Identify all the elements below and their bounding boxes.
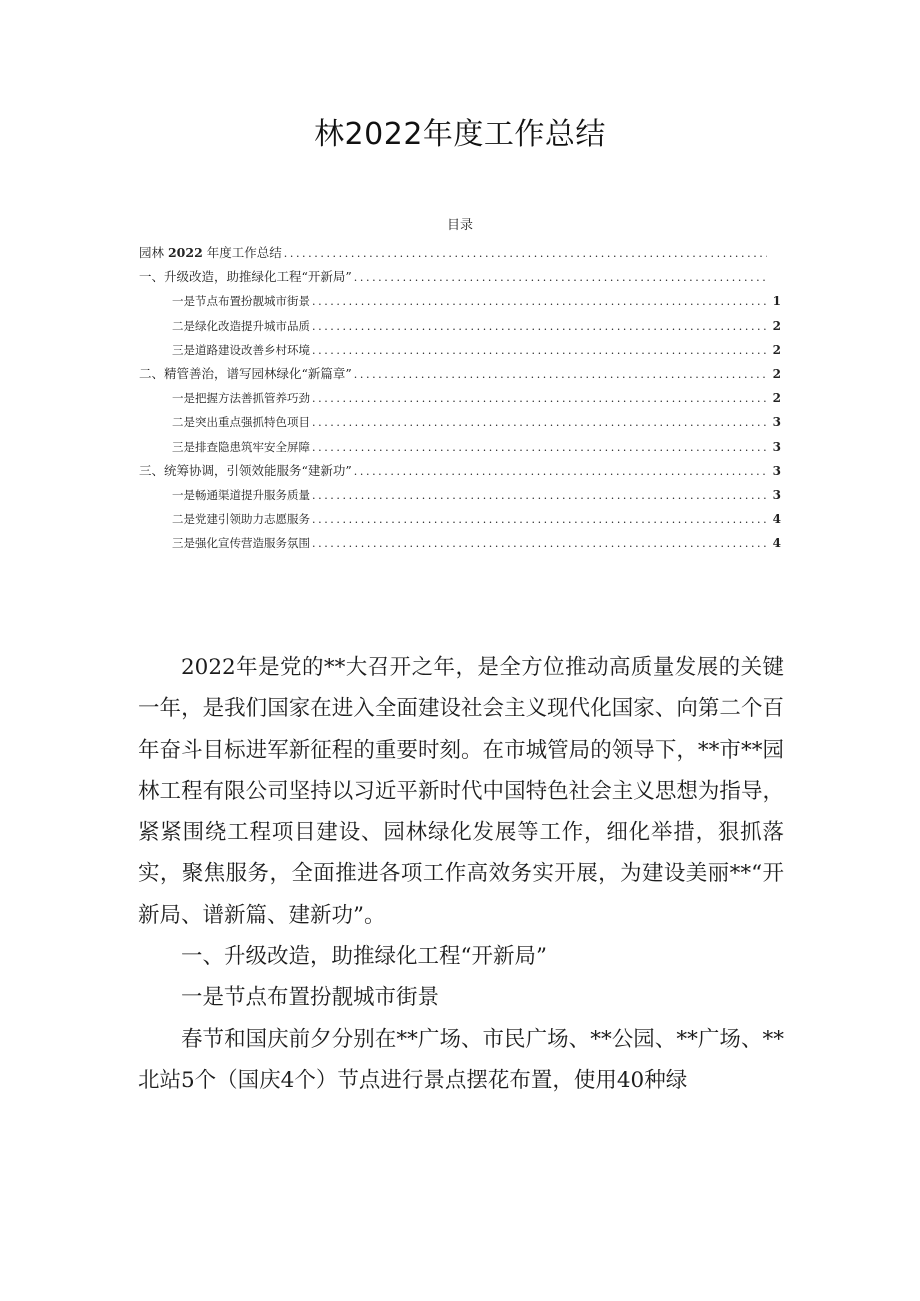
toc-entry-label: 二是突出重点强抓特色项目	[172, 415, 310, 430]
toc-entry[interactable]	[139, 435, 781, 459]
toc-entry-label: 二、精管善治，谱写园林绿化“新篇章”	[139, 365, 352, 381]
toc-entry[interactable]	[139, 459, 781, 483]
toc-entry-label: 三是强化宣传营造服务氛围	[172, 536, 310, 551]
toc-page-number: 3	[772, 463, 781, 478]
toc-page-number: 3	[772, 487, 781, 502]
toc-page-number: 4	[772, 512, 781, 527]
intro-paragraph: 2022年是党的**大召开之年，是全方位推动高质量发展的关键一年，是我们国家在进入全面建设社会主义现代化国家、向第二个百年奋斗目标进军新征程的重要时刻。在市城管局的领导下，**市**园林工程有限公司坚持以习近平新时代中国特色社会主义思想为指导，紧紧围绕工程项目建设、园林绿化发展等工作，细化举措，狠抓落实，聚焦服务，全面推进各项工作高效务实开展，为建设美丽**“开新局、谱新篇、建新功”。	[138, 655, 784, 928]
toc-entry-label: 三是排查隐患筑牢安全屏障	[172, 439, 310, 454]
toc-entry-label: 三是道路建设改善乡村环境	[172, 342, 310, 357]
toc-entry-label: 二是绿化改造提升城市品质	[172, 318, 310, 333]
toc-entry-label: 园林 2022 年度工作总结	[139, 245, 282, 260]
toc-entry-label: 一、升级改造，助推绿化工程“开新局”	[139, 269, 352, 285]
toc-entry[interactable]	[139, 338, 781, 362]
toc-entry-label: 一是畅通渠道提升服务质量	[172, 487, 310, 502]
toc-page-number: 2	[772, 318, 781, 333]
toc-leader-dots	[312, 532, 767, 556]
toc-page-number: 1	[772, 294, 781, 309]
toc-page-number: 2	[772, 391, 781, 406]
toc-leader-dots	[312, 508, 767, 532]
document-body	[138, 647, 784, 1101]
body-paragraph: 春节和国庆前夕分别在**广场、市民广场、**公园、**广场、**北站5个（国庆4个）节点进行景点摆花布置，使用40种绿	[138, 1026, 784, 1093]
toc-leader-dots	[312, 290, 767, 314]
toc-leader-dots	[312, 411, 767, 435]
page-title: 林2022年度工作总结	[314, 117, 606, 152]
toc-leader-dots	[354, 266, 767, 290]
toc-page-number: 3	[772, 439, 781, 454]
toc-heading: 目录	[446, 218, 473, 233]
toc-entry[interactable]	[139, 410, 781, 434]
toc-page-number: 2	[772, 366, 781, 381]
toc-page-number: 2	[772, 342, 781, 357]
toc-entry-label: 二是党建引领助力志愿服务	[172, 512, 310, 527]
toc-entry[interactable]	[139, 241, 781, 265]
toc-entry[interactable]	[139, 314, 781, 338]
toc-leader-dots	[312, 387, 767, 411]
toc-entry[interactable]	[139, 531, 781, 555]
toc-entry-label: 一是把握方法善抓管养巧劲	[172, 391, 310, 406]
toc-entry-label: 三、统筹协调，引领效能服务“建新功”	[139, 462, 352, 478]
subsection-heading: 一是节点布置扮靓城市街景	[181, 985, 440, 1011]
table-of-contents	[139, 241, 781, 555]
toc-leader-dots	[284, 242, 767, 266]
toc-entry[interactable]	[139, 362, 781, 386]
toc-entry[interactable]	[139, 386, 781, 410]
toc-leader-dots	[312, 484, 767, 508]
toc-entry[interactable]	[139, 289, 781, 313]
toc-leader-dots	[312, 339, 767, 363]
toc-leader-dots	[354, 460, 767, 484]
toc-entry[interactable]	[139, 483, 781, 507]
toc-page-number: 4	[772, 536, 781, 551]
toc-leader-dots	[354, 363, 767, 387]
toc-entry-label: 一是节点布置扮靓城市街景	[172, 294, 310, 309]
section-heading: 一、升级改造，助推绿化工程“开新局”	[181, 944, 547, 970]
toc-page-number: 3	[772, 415, 781, 430]
toc-leader-dots	[312, 436, 767, 460]
toc-leader-dots	[312, 315, 767, 339]
toc-entry[interactable]	[139, 265, 781, 289]
toc-entry[interactable]	[139, 507, 781, 531]
